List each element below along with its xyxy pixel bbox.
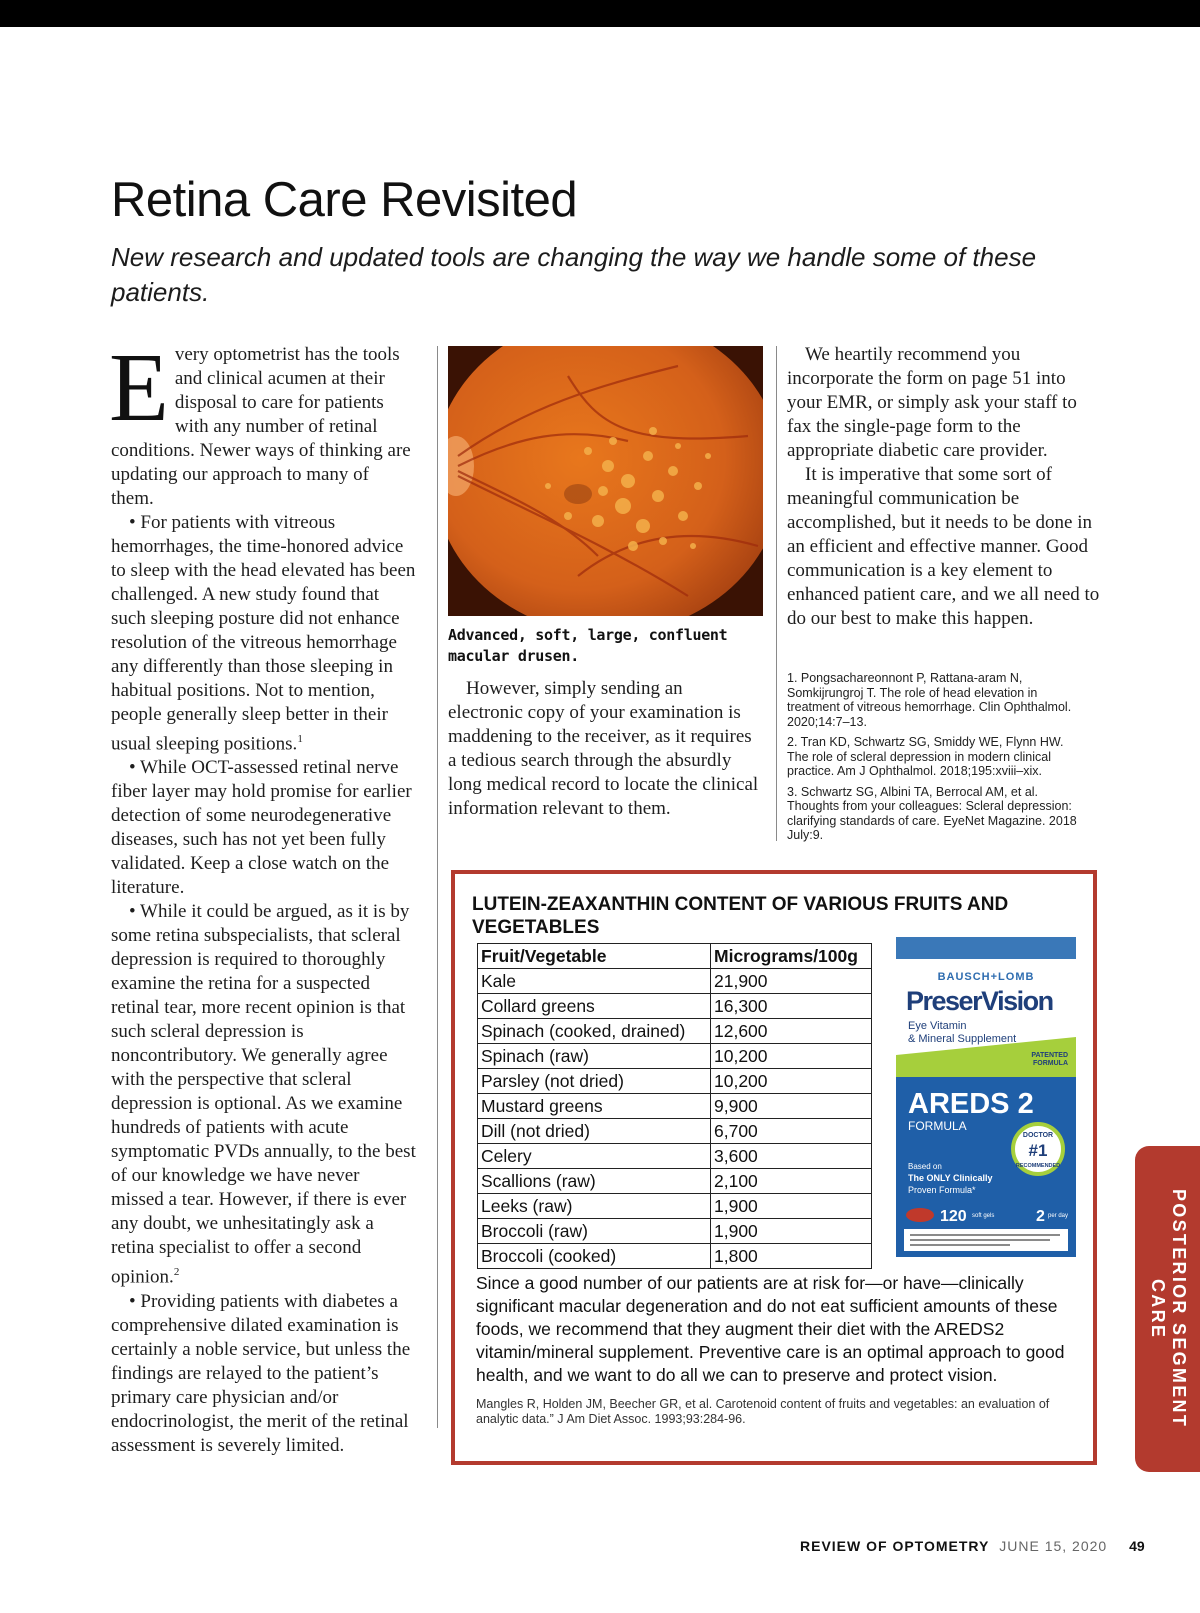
paragraph-scleral-text: • While it could be argued, as it is by some retina subspecialists, that scleral depression is required to thoroughly examine the retina for a suspected retinal tear, more recent opinion is that such scleral depression is noncontributory. We generally agree with the perspective that scleral depression is optional. As we examine hundreds of patients with acute symptomatic PVDs annually, to the best of our knowledge we have never missed a tear. However, if there is ever any doubt, we unhesitatingly ask a retina specialist to offer a second opinion.	[111, 901, 416, 1288]
paragraph-communication: It is imperative that some sort of meaningful communication be accomplished, but it needs to be done in an efficient and effective manner. Good communication is a key element to enhanced patient care, and we all need to do our best to make this happen.	[787, 464, 1100, 629]
paragraph-vitreous	[111, 511, 416, 756]
table-row	[478, 1219, 872, 1244]
references	[787, 671, 1083, 849]
product-name: PreserVision	[906, 986, 1053, 1016]
table-cell: 16,300	[711, 994, 872, 1019]
table-cell: 1,900	[711, 1194, 872, 1219]
article-column-3	[787, 343, 1100, 631]
badge-doctor: DOCTOR	[1022, 1132, 1054, 1139]
table-cell: Dill (not dried)	[478, 1119, 711, 1144]
table-cell: Spinach (cooked, drained)	[478, 1019, 711, 1044]
paragraph-intro-text: very optometrist has the tools and clinical acumen at their disposal to care for patients with any number of retinal conditions. Newer ways of thinking are updating our approach to many of them.	[111, 344, 411, 509]
table-cell: 10,200	[711, 1044, 872, 1069]
table-cell: Scallions (raw)	[478, 1169, 711, 1194]
column-rule-2	[776, 346, 777, 841]
table-header-row	[478, 944, 872, 969]
footnote-ref-1: 1	[297, 733, 303, 745]
table-row	[478, 1044, 872, 1069]
article-column-2	[448, 677, 761, 821]
drop-cap: E	[109, 334, 169, 442]
areds-label: AREDS 2	[908, 1088, 1034, 1120]
softgel-unit: soft gels	[972, 1213, 995, 1219]
table-row	[478, 1244, 872, 1269]
figure-caption: Advanced, soft, large, confluent macular drusen.	[448, 626, 728, 665]
product-brand: BAUSCH+LOMB	[937, 971, 1035, 983]
column-rule-1	[437, 346, 438, 1428]
column-header: Micrograms/100g	[711, 944, 872, 969]
table-cell: 1,800	[711, 1244, 872, 1269]
table-cell: 10,200	[711, 1069, 872, 1094]
fundus-photo	[448, 346, 763, 616]
reference-item: 1. Pongsachareonnont P, Rattana-aram N, Somkijrungroj T. The role of head elevation in treatment of vitreous hemorrhage. Clin Ophthalmol. 2020;14:7–13.	[787, 671, 1072, 729]
preservision-product-box	[896, 937, 1076, 1257]
paragraph-electronic-copy: However, simply sending an electronic copy of your examination is maddening to the receiver, as it requires a tedious search through the absurdly long medical record to locate the clinical information relevant to them.	[448, 678, 759, 819]
table-cell: 6,700	[711, 1119, 872, 1144]
table-cell: 2,100	[711, 1169, 872, 1194]
table-cell: 9,900	[711, 1094, 872, 1119]
lutein-table	[477, 943, 872, 1269]
paragraph-diabetes: • Providing patients with diabetes a comprehensive dilated examination is certainly a noble service, but unless the findings are relayed to the patient’s primary care physician and/or endocrinologist, the merit of the retinal assessment is severely limited.	[111, 1290, 411, 1456]
paragraph-intro	[109, 334, 416, 511]
table-cell: Leeks (raw)	[478, 1194, 711, 1219]
product-desc-2: & Mineral Supplement	[908, 1033, 1017, 1045]
product-desc-1: Eye Vitamin	[908, 1020, 967, 1032]
table-cell: 12,600	[711, 1019, 872, 1044]
top-bar	[0, 0, 1200, 27]
product-proven: Proven Formula*	[908, 1185, 976, 1195]
product-based-on: Based on	[908, 1162, 942, 1171]
table-row	[478, 1144, 872, 1169]
patented-label-1: PATENTED	[1031, 1052, 1068, 1059]
article-column-1	[109, 334, 416, 1458]
paragraph-recommend: We heartily recommend you incorporate the form on page 51 into your EMR, or simply ask your staff to fax the single-page form to the appropriate diabetic care provider.	[787, 344, 1077, 461]
softgel-count: 120	[940, 1208, 967, 1225]
areds-formula: FORMULA	[908, 1119, 967, 1133]
column-header: Fruit/Vegetable	[478, 944, 711, 969]
paragraph-scleral	[111, 900, 416, 1289]
section-tab-label: POSTERIOR SEGMENT CARE	[1148, 1189, 1189, 1429]
paragraph-vitreous-text: • For patients with vitreous hemorrhages, the time-honored advice to sleep with the head elevated has been challenged. A new study found that such sleeping posture did not enhance resolution of the vitreous hemorrhage any differently than those sleeping in habitual positions. Not to mention, people generally sleep better in their usual sleeping positions.	[111, 512, 416, 755]
badge-recommended: RECOMMENDED	[1015, 1163, 1061, 1169]
table-cell: Mustard greens	[478, 1094, 711, 1119]
table-row	[478, 994, 872, 1019]
per-day-count: 2	[1036, 1208, 1045, 1225]
table-cell: Celery	[478, 1144, 711, 1169]
table-row	[478, 1169, 872, 1194]
reference-item: 3. Schwartz SG, Albini TA, Berrocal AM, et al. Thoughts from your colleagues: Scleral depression: clarifying standards of care. EyeNet Magazine. 2018 July:9.	[787, 784, 1077, 842]
paragraph-oct: • While OCT-assessed retinal nerve fiber layer may hold promise for earlier detection of some neurodegenerative diseases, such has not yet been fully validated. Keep a close watch on the literature.	[111, 757, 412, 899]
table-cell: Broccoli (cooked)	[478, 1244, 711, 1269]
sidebar-title: LUTEIN-ZEAXANTHIN CONTENT OF VARIOUS FRUITS AND VEGETABLES	[472, 894, 1009, 938]
table-row	[478, 1069, 872, 1094]
sidebar-citation: Mangles R, Holden JM, Beecher GR, et al. Carotenoid content of fruits and vegetables: an evaluation of analytic data.” J Am Diet Assoc. 1993;93:284-96.	[476, 1397, 1050, 1426]
article-subtitle: New research and updated tools are changing the way we handle some of these patients.	[111, 242, 1037, 307]
footnote-ref-2: 2	[173, 1266, 180, 1279]
table-row	[478, 969, 872, 994]
footer-date: JUNE 15, 2020	[999, 1538, 1108, 1554]
article-title: Retina Care Revisited	[111, 173, 578, 227]
table-cell: Spinach (raw)	[478, 1044, 711, 1069]
patented-label-2: FORMULA	[1033, 1060, 1068, 1067]
table-cell: Collard greens	[478, 994, 711, 1019]
badge-rank: #1	[1028, 1141, 1048, 1160]
table-row	[478, 1019, 872, 1044]
reference-item: 2. Tran KD, Schwartz SG, Smiddy WE, Flynn HW. The role of scleral depression in modern clinical practice. Am J Ophthalmol. 2018;195:xviii–xix.	[787, 735, 1064, 778]
table-cell: Kale	[478, 969, 711, 994]
table-cell: 21,900	[711, 969, 872, 994]
table-cell: 3,600	[711, 1144, 872, 1169]
table-row	[478, 1119, 872, 1144]
page-number: 49	[1129, 1538, 1145, 1554]
fundus-drusen-image	[448, 346, 763, 616]
product-only: The ONLY Clinically	[908, 1173, 993, 1183]
table-row	[478, 1194, 872, 1219]
page-footer	[800, 1538, 1145, 1554]
footer-publication: REVIEW OF OPTOMETRY	[800, 1538, 990, 1554]
table-row	[478, 1094, 872, 1119]
product-box-image	[896, 937, 1076, 1257]
per-day-unit: per day	[1048, 1213, 1069, 1219]
table-cell: 1,900	[711, 1219, 872, 1244]
sidebar-text: Since a good number of our patients are at risk for—or have—clinically significant macular degeneration and do not eat sufficient amounts of these foods, we recommend that they augment their diet with the AREDS2 vitamin/mineral supplement. Preventive care is an optimal approach to good health, and we want to do all we can to preserve and protect vision.	[476, 1273, 1065, 1385]
table-cell: Broccoli (raw)	[478, 1219, 711, 1244]
table-cell: Parsley (not dried)	[478, 1069, 711, 1094]
